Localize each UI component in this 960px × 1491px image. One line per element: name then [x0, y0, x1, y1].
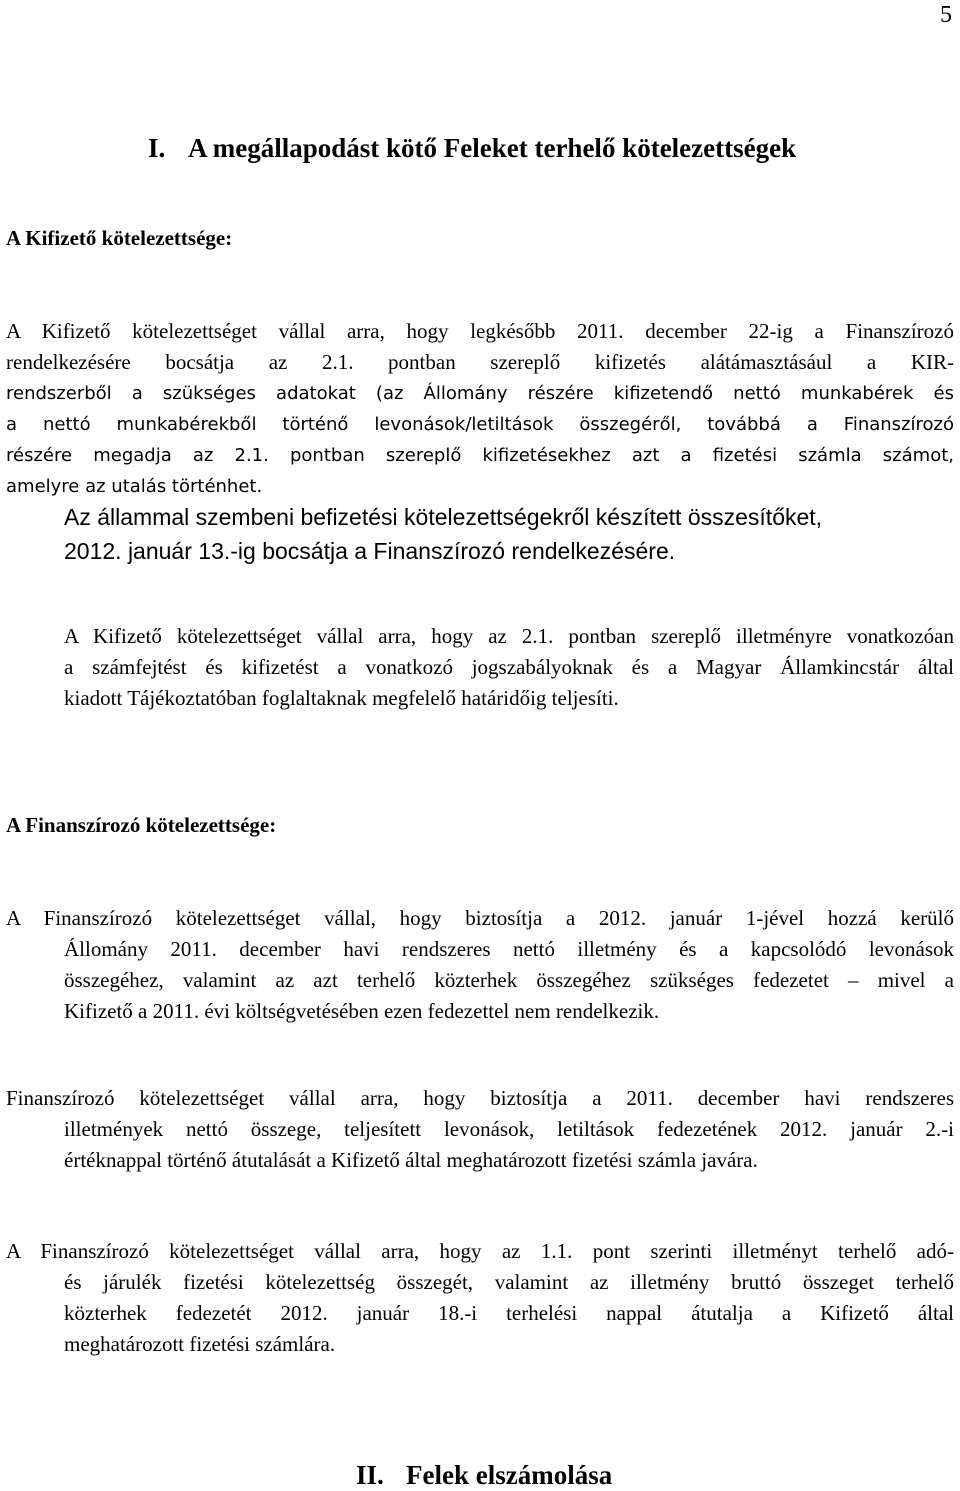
kifizeto-paragraph-1	[6, 316, 954, 502]
paragraph-line: a nettó munkabérekből történő levonások/letiltások összegéről, továbbá a Finanszírozó	[6, 414, 954, 435]
section-number: I.	[148, 133, 166, 163]
paragraph-line: amelyre az utalás történhet.	[6, 476, 263, 497]
paragraph-line: és járulék fizetési kötelezettség összegét, valamint az illetmény bruttó összeget terhelő	[64, 1270, 954, 1294]
finanszirozo-paragraph-2	[6, 1083, 954, 1176]
paragraph-line: Állomány 2011. december havi rendszeres nettó illetmény és a kapcsolódó levonások	[64, 937, 954, 961]
section-heading-2	[356, 1460, 612, 1491]
paragraph-line: Az állammal szembeni befizetési kötelezettségekről készített összesítőket,	[64, 504, 823, 530]
paragraph-line: A Kifizető kötelezettséget vállal arra, hogy legkésőbb 2011. december 22-ig a Finanszírozó	[6, 319, 954, 343]
section-title: A megállapodást kötő Feleket terhelő kötelezettségek	[188, 133, 797, 163]
page-number: 5	[940, 2, 952, 28]
paragraph-line: Finanszírozó kötelezettséget vállal arra, hogy biztosítja a 2011. december havi rendszeres	[6, 1086, 954, 1110]
paragraph-line: A Finanszírozó kötelezettséget vállal, hogy biztosítja a 2012. január 1-jével hozzá kerülő	[6, 906, 954, 930]
paragraph-line: A Kifizető kötelezettséget vállal arra, hogy az 2.1. pontban szereplő illetményre vonatkozóan	[64, 624, 954, 648]
paragraph-line: 2012. január 13.-ig bocsátja a Finanszírozó rendelkezésére.	[64, 538, 676, 564]
finanszirozo-paragraph-1	[6, 903, 954, 1027]
paragraph-line: Kifizető a 2011. évi költségvetésében ezen fedezettel nem rendelkezik.	[64, 999, 660, 1023]
section-title: Felek elszámolása	[406, 1460, 613, 1490]
paragraph-line: értéknappal történő átutalását a Kifizető által meghatározott fizetési számla javára.	[64, 1148, 758, 1172]
paragraph-line: A Finanszírozó kötelezettséget vállal arra, hogy az 1.1. pont szerinti illetményt terhelő adó-	[6, 1239, 954, 1263]
paragraph-line: közterhek fedezetét 2012. január 18.-i terhelési nappal átutalja a Kifizető által	[64, 1301, 954, 1325]
finanszirozo-paragraph-3	[6, 1236, 954, 1360]
finanszirozo-heading: A Finanszírozó kötelezettsége:	[6, 813, 277, 837]
kifizeto-paragraph-1-continued	[64, 500, 954, 568]
section-heading-1	[148, 133, 796, 164]
paragraph-line: részére megadja az 2.1. pontban szereplő kifizetésekhez azt a fizetési számla számot,	[6, 445, 954, 466]
paragraph-line: rendszerből a szükséges adatokat (az Állomány részére kifizetendő nettó munkabérek és	[6, 383, 954, 404]
section-number: II.	[356, 1460, 384, 1490]
paragraph-line: kiadott Tájékoztatóban foglaltaknak megfelelő határidőig teljesíti.	[64, 686, 619, 710]
paragraph-line: illetmények nettó összege, teljesített levonások, letiltások fedezetének 2012. január 2.-i	[64, 1117, 954, 1141]
paragraph-line: rendelkezésére bocsátja az 2.1. pontban szereplő kifizetés alátámasztásául a KIR-	[6, 350, 954, 374]
kifizeto-paragraph-2	[64, 621, 954, 714]
kifizeto-heading: A Kifizető kötelezettsége:	[6, 226, 233, 250]
paragraph-line: a számfejtést és kifizetést a vonatkozó jogszabályoknak és a Magyar Államkincstár által	[64, 655, 954, 679]
paragraph-line: meghatározott fizetési számlára.	[64, 1332, 336, 1356]
paragraph-line: összegéhez, valamint az azt terhelő közterhek összegéhez szükséges fedezetet – mivel a	[64, 968, 954, 992]
